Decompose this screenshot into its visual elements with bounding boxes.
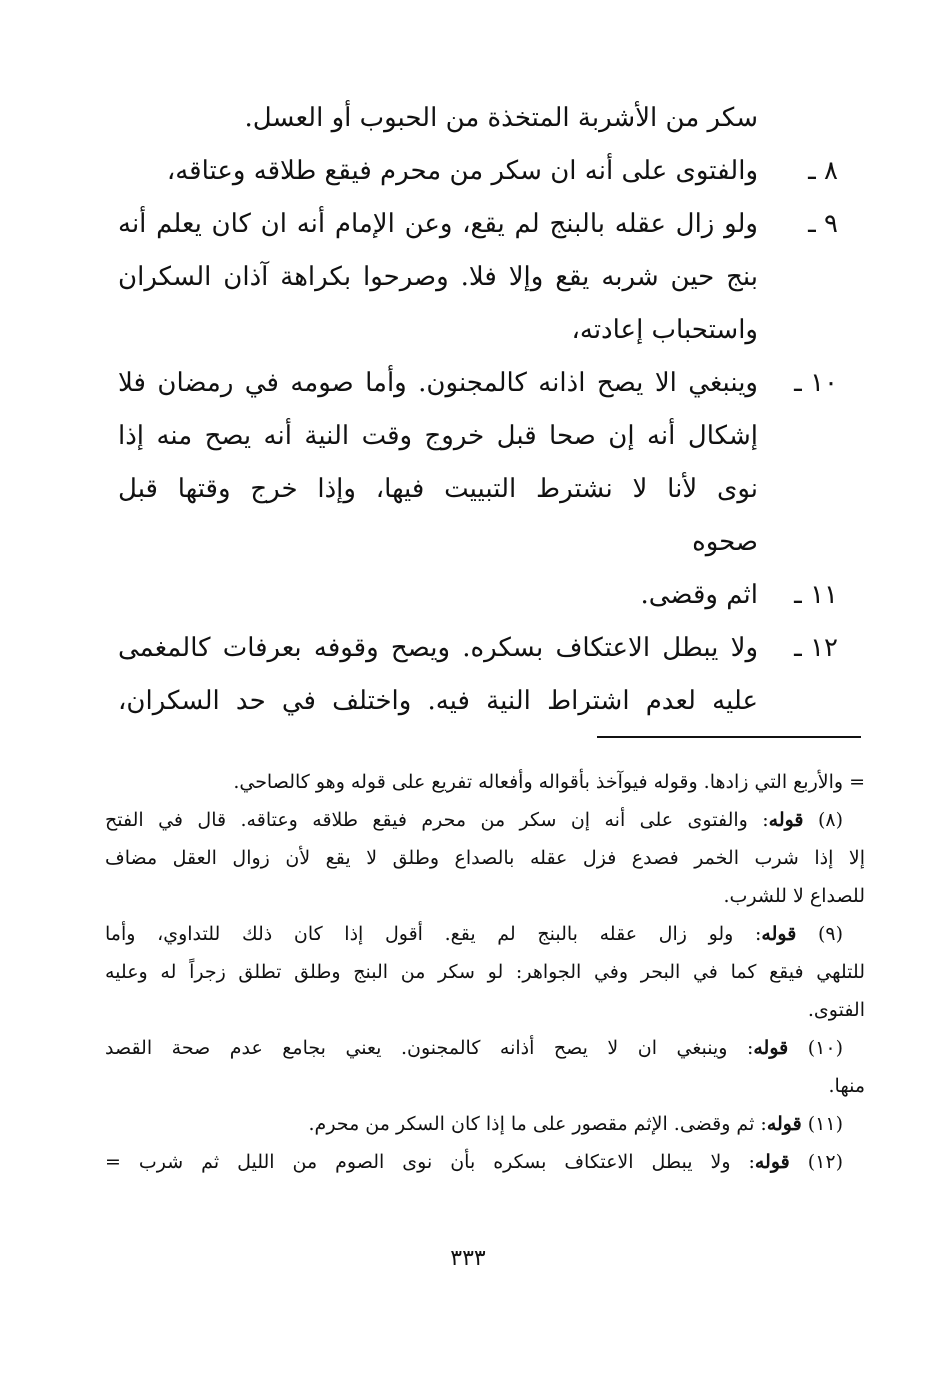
- footnote-text: : ولو زال عقله بالبنج لم يقع. أقول إذا كان ذلك للتداوي، وأما: [105, 923, 762, 945]
- page-number: ٣٣٣: [450, 1246, 486, 1271]
- footnote-text: : والفتوى على أنه إن سكر من محرم فيقع طلاقه وعتاقه. قال في الفتح: [105, 809, 769, 831]
- item-number: ١١ ـ: [794, 580, 838, 610]
- footnote-line: [105, 1143, 865, 1181]
- item-body: [118, 622, 758, 728]
- footnote-continuation: [105, 763, 865, 801]
- footnote-label: قوله: [761, 923, 797, 945]
- footnote-line: للتلهي فيقع كما في البحر وفي الجواهر: لو سكر من البنج وطلق تطلق زجراً له وعليه: [105, 961, 865, 983]
- footnote-label: قوله: [753, 1037, 789, 1059]
- footnote-line: [105, 915, 865, 953]
- footnote-10: [105, 1029, 865, 1105]
- footnote-text: : ولا يبطل الاعتكاف بسكره بأن نوى الصوم من الليل ثم شرب: [138, 1151, 755, 1173]
- item-line: والفتوى على أنه ان سكر من محرم فيقع طلاقه وعتاقه،: [166, 156, 758, 186]
- item-line: ولو زال عقله بالبنج لم يقع، وعن الإمام أنه ان كان يعلم أنه: [118, 209, 758, 239]
- item-number: ٩ ـ: [808, 209, 838, 239]
- footnote-number: (١٠): [807, 1037, 843, 1059]
- item-line: واستحباب إعادته،: [571, 315, 758, 345]
- footnote-8: [105, 801, 865, 915]
- footnote-line: للصداع لا للشرب.: [723, 885, 865, 907]
- item-body: [118, 198, 758, 357]
- footnotes: [105, 763, 865, 1181]
- footnote-line: [105, 763, 865, 801]
- footnote-label: قوله: [768, 809, 804, 831]
- footnote-text: : ثم وقضى. الإثم مقصور على ما إذا كان السكر من محرم.: [308, 1113, 767, 1135]
- item-number: ٨ ـ: [808, 156, 838, 186]
- item-body: [118, 145, 758, 198]
- footnote-9: [105, 915, 865, 1029]
- item-number: ١٢ ـ: [794, 633, 838, 663]
- footnote-11: [105, 1105, 865, 1143]
- item-11: [118, 569, 838, 622]
- item-line: إشكال أنه إن صحا قبل خروج وقت النية أنه يصح منه إذا: [118, 421, 758, 451]
- footnote-line: الفتوى.: [807, 999, 865, 1021]
- footnote-divider: [597, 736, 861, 738]
- item-line: ولا يبطل الاعتكاف بسكره. ويصح وقوفه بعرفات كالمغمى: [118, 633, 758, 663]
- item-body: [118, 357, 758, 569]
- continuation-mark: =: [105, 1151, 121, 1173]
- item-9: [118, 198, 838, 357]
- item-8: [118, 145, 838, 198]
- footnote-number: (٩): [817, 923, 843, 945]
- footnote-text: والأربع التي زادها. وقوله فيوآخذ بأقواله وأفعاله تفريع على قوله وهو كالصاحي.: [233, 771, 844, 793]
- footnote-line: [105, 1029, 865, 1067]
- footnote-line: [105, 1105, 865, 1143]
- main-text: [118, 92, 838, 728]
- footnote-text: : وينبغي ان لا يصح أذانه كالمجنون. يعني بجامع عدم صحة القصد: [105, 1037, 754, 1059]
- item-line: عليه لعدم اشتراط النية فيه. واختلف في حد السكران،: [118, 686, 758, 716]
- footnote-line: [105, 801, 865, 839]
- item-number: ١٠ ـ: [794, 368, 838, 398]
- item-line: اثم وقضى.: [640, 580, 758, 610]
- item-10: [118, 357, 838, 569]
- footnote-number: (١٢): [807, 1151, 843, 1173]
- footnote-label: قوله: [754, 1151, 790, 1173]
- footnote-number: (٨): [817, 809, 843, 831]
- continuation-mark: =: [849, 771, 865, 793]
- footnote-number: (١١): [807, 1113, 843, 1135]
- item-line: نوى لأنا لا نشترط التبييت فيها، وإذا خرج وقتها قبل: [118, 474, 758, 504]
- item-12: [118, 622, 838, 728]
- item-body: [118, 569, 758, 622]
- footnote-line: منها.: [828, 1075, 865, 1097]
- footnote-label: قوله: [766, 1113, 802, 1135]
- footnote-12: [105, 1143, 865, 1181]
- item-line: بنج حين شربه يقع وإلا فلا. وصرحوا بكراهة آذان السكران: [118, 262, 758, 292]
- opening-line: سكر من الأشربة المتخذة من الحبوب أو العسل.: [244, 103, 758, 133]
- item-line: وينبغي الا يصح اذانه كالمجنون. وأما صومه في رمضان فلا: [118, 368, 758, 398]
- footnote-line: إلا إذا شرب الخمر فصدع فزل عقله بالصداع وطلق لا يقع لأن زوال العقل مضاف: [105, 847, 865, 869]
- item-line: صحوه: [692, 527, 758, 557]
